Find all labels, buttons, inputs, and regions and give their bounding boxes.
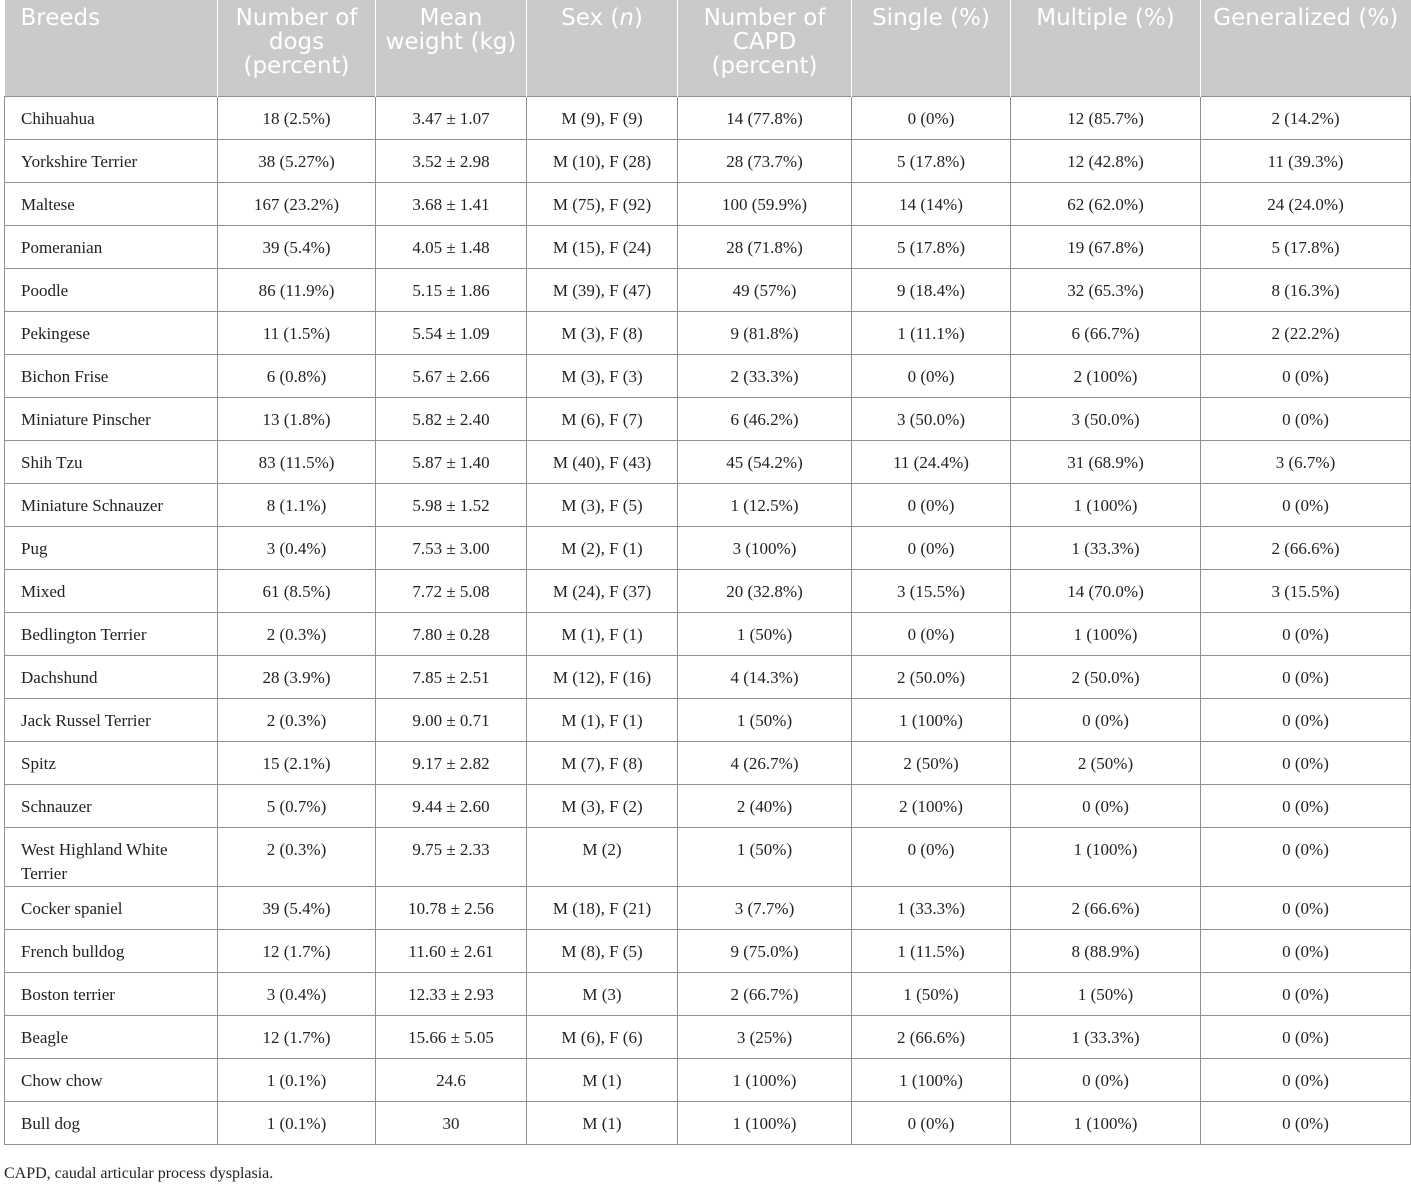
cell-single: 3 (15.5%): [852, 569, 1011, 612]
cell-weight: 15.66 ± 5.05: [376, 1015, 527, 1058]
table-row: [5, 311, 1411, 354]
cell-generalized: 3 (15.5%): [1201, 569, 1411, 612]
table-footnote: CAPD, caudal articular process dysplasia.: [4, 1165, 274, 1182]
cell-breed: Miniature Pinscher: [5, 397, 218, 440]
cell-multiple: 0 (0%): [1011, 784, 1201, 827]
header-number-of-capd: Number of CAPD (percent): [678, 0, 852, 96]
header-breeds: Breeds: [5, 0, 218, 96]
cell-capd: 4 (14.3%): [678, 655, 852, 698]
cell-sex: M (2), F (1): [527, 526, 678, 569]
cell-single: 0 (0%): [852, 354, 1011, 397]
cell-single: 1 (11.5%): [852, 929, 1011, 972]
cell-single: 9 (18.4%): [852, 268, 1011, 311]
cell-single: 1 (50%): [852, 972, 1011, 1015]
cell-breed: Bichon Frise: [5, 354, 218, 397]
cell-single: 2 (50.0%): [852, 655, 1011, 698]
cell-multiple: 1 (33.3%): [1011, 526, 1201, 569]
cell-single: 2 (66.6%): [852, 1015, 1011, 1058]
table-row: [5, 655, 1411, 698]
cell-breed: Poodle: [5, 268, 218, 311]
cell-dogs: 167 (23.2%): [218, 182, 376, 225]
cell-generalized: 3 (6.7%): [1201, 440, 1411, 483]
cell-capd: 14 (77.8%): [678, 96, 852, 139]
cell-weight: 5.15 ± 1.86: [376, 268, 527, 311]
cell-breed: Maltese: [5, 182, 218, 225]
cell-multiple: 31 (68.9%): [1011, 440, 1201, 483]
cell-multiple: 0 (0%): [1011, 698, 1201, 741]
table-row: [5, 483, 1411, 526]
cell-weight: 5.87 ± 1.40: [376, 440, 527, 483]
cell-breed: Spitz: [5, 741, 218, 784]
cell-breed: French bulldog: [5, 929, 218, 972]
cell-single: 1 (100%): [852, 1058, 1011, 1101]
cell-weight: 12.33 ± 2.93: [376, 972, 527, 1015]
cell-capd: 2 (33.3%): [678, 354, 852, 397]
cell-generalized: 11 (39.3%): [1201, 139, 1411, 182]
cell-dogs: 3 (0.4%): [218, 526, 376, 569]
cell-capd: 3 (7.7%): [678, 886, 852, 929]
cell-sex: M (3), F (5): [527, 483, 678, 526]
cell-sex: M (6), F (6): [527, 1015, 678, 1058]
cell-generalized: 0 (0%): [1201, 1015, 1411, 1058]
cell-capd: 28 (71.8%): [678, 225, 852, 268]
cell-sex: M (9), F (9): [527, 96, 678, 139]
cell-single: 0 (0%): [852, 827, 1011, 886]
cell-single: 3 (50.0%): [852, 397, 1011, 440]
cell-breed: Bull dog: [5, 1101, 218, 1144]
header-sex-n: n: [619, 5, 634, 31]
cell-generalized: 24 (24.0%): [1201, 182, 1411, 225]
cell-generalized: 0 (0%): [1201, 1058, 1411, 1101]
cell-breed: Jack Russel Terrier: [5, 698, 218, 741]
header-mean-weight: Mean weight (kg): [376, 0, 527, 96]
cell-generalized: 0 (0%): [1201, 354, 1411, 397]
cell-sex: M (39), F (47): [527, 268, 678, 311]
cell-sex: M (3), F (2): [527, 784, 678, 827]
cell-single: 14 (14%): [852, 182, 1011, 225]
cell-capd: 4 (26.7%): [678, 741, 852, 784]
cell-capd: 28 (73.7%): [678, 139, 852, 182]
cell-breed: Bedlington Terrier: [5, 612, 218, 655]
cell-generalized: 0 (0%): [1201, 929, 1411, 972]
cell-single: 0 (0%): [852, 96, 1011, 139]
cell-dogs: 6 (0.8%): [218, 354, 376, 397]
cell-dogs: 61 (8.5%): [218, 569, 376, 612]
cell-single: 5 (17.8%): [852, 139, 1011, 182]
cell-single: 1 (33.3%): [852, 886, 1011, 929]
cell-breed: Pug: [5, 526, 218, 569]
cell-multiple: 1 (100%): [1011, 612, 1201, 655]
cell-capd: 1 (50%): [678, 698, 852, 741]
cell-dogs: 83 (11.5%): [218, 440, 376, 483]
table-row: [5, 440, 1411, 483]
table-row: [5, 225, 1411, 268]
cell-multiple: 2 (100%): [1011, 354, 1201, 397]
cell-dogs: 13 (1.8%): [218, 397, 376, 440]
table-row: [5, 1058, 1411, 1101]
cell-multiple: 2 (66.6%): [1011, 886, 1201, 929]
cell-weight: 5.98 ± 1.52: [376, 483, 527, 526]
cell-capd: 49 (57%): [678, 268, 852, 311]
cell-dogs: 2 (0.3%): [218, 612, 376, 655]
cell-breed: Yorkshire Terrier: [5, 139, 218, 182]
cell-multiple: 62 (62.0%): [1011, 182, 1201, 225]
cell-generalized: 2 (22.2%): [1201, 311, 1411, 354]
cell-single: 0 (0%): [852, 483, 1011, 526]
table-row: [5, 354, 1411, 397]
cell-generalized: 0 (0%): [1201, 483, 1411, 526]
cell-generalized: 0 (0%): [1201, 397, 1411, 440]
cell-sex: M (10), F (28): [527, 139, 678, 182]
cell-weight: 9.44 ± 2.60: [376, 784, 527, 827]
cell-capd: 6 (46.2%): [678, 397, 852, 440]
cell-weight: 11.60 ± 2.61: [376, 929, 527, 972]
cell-breed: West Highland White Terrier: [5, 827, 218, 886]
cell-multiple: 6 (66.7%): [1011, 311, 1201, 354]
cell-dogs: 2 (0.3%): [218, 698, 376, 741]
cell-generalized: 0 (0%): [1201, 1101, 1411, 1144]
cell-sex: M (15), F (24): [527, 225, 678, 268]
table-row: [5, 1101, 1411, 1144]
table-row: [5, 268, 1411, 311]
cell-generalized: 5 (17.8%): [1201, 225, 1411, 268]
cell-multiple: 8 (88.9%): [1011, 929, 1201, 972]
cell-capd: 1 (100%): [678, 1058, 852, 1101]
cell-weight: 4.05 ± 1.48: [376, 225, 527, 268]
table-row: [5, 569, 1411, 612]
cell-weight: 5.54 ± 1.09: [376, 311, 527, 354]
cell-generalized: 0 (0%): [1201, 784, 1411, 827]
cell-single: 0 (0%): [852, 612, 1011, 655]
cell-multiple: 12 (85.7%): [1011, 96, 1201, 139]
table-row: [5, 612, 1411, 655]
header-single: Single (%): [852, 0, 1011, 96]
table-row: [5, 827, 1411, 886]
cell-capd: 3 (25%): [678, 1015, 852, 1058]
cell-breed: Schnauzer: [5, 784, 218, 827]
cell-capd: 2 (40%): [678, 784, 852, 827]
cell-breed: Mixed: [5, 569, 218, 612]
cell-sex: M (3), F (8): [527, 311, 678, 354]
cell-single: 5 (17.8%): [852, 225, 1011, 268]
cell-multiple: 1 (100%): [1011, 827, 1201, 886]
cell-sex: M (12), F (16): [527, 655, 678, 698]
cell-weight: 9.17 ± 2.82: [376, 741, 527, 784]
cell-multiple: 3 (50.0%): [1011, 397, 1201, 440]
cell-single: 11 (24.4%): [852, 440, 1011, 483]
cell-dogs: 3 (0.4%): [218, 972, 376, 1015]
cell-sex: M (1): [527, 1101, 678, 1144]
cell-dogs: 12 (1.7%): [218, 929, 376, 972]
cell-multiple: 0 (0%): [1011, 1058, 1201, 1101]
cell-weight: 5.82 ± 2.40: [376, 397, 527, 440]
table-row: [5, 929, 1411, 972]
cell-sex: M (1): [527, 1058, 678, 1101]
cell-single: 2 (50%): [852, 741, 1011, 784]
cell-generalized: 0 (0%): [1201, 655, 1411, 698]
table-row: [5, 741, 1411, 784]
cell-capd: 45 (54.2%): [678, 440, 852, 483]
cell-sex: M (3), F (3): [527, 354, 678, 397]
capd-breeds-table: [4, 0, 1411, 1145]
cell-dogs: 1 (0.1%): [218, 1058, 376, 1101]
cell-multiple: 2 (50.0%): [1011, 655, 1201, 698]
cell-sex: M (1), F (1): [527, 612, 678, 655]
table-row: [5, 698, 1411, 741]
cell-generalized: 2 (66.6%): [1201, 526, 1411, 569]
table-row: [5, 397, 1411, 440]
cell-generalized: 0 (0%): [1201, 972, 1411, 1015]
cell-sex: M (7), F (8): [527, 741, 678, 784]
cell-breed: Miniature Schnauzer: [5, 483, 218, 526]
cell-generalized: 2 (14.2%): [1201, 96, 1411, 139]
cell-dogs: 38 (5.27%): [218, 139, 376, 182]
cell-weight: 7.53 ± 3.00: [376, 526, 527, 569]
cell-dogs: 28 (3.9%): [218, 655, 376, 698]
cell-weight: 3.47 ± 1.07: [376, 96, 527, 139]
cell-multiple: 1 (100%): [1011, 483, 1201, 526]
cell-single: 1 (11.1%): [852, 311, 1011, 354]
header-number-of-dogs: Number of dogs (percent): [218, 0, 376, 96]
cell-capd: 3 (100%): [678, 526, 852, 569]
cell-capd: 1 (50%): [678, 827, 852, 886]
cell-capd: 9 (81.8%): [678, 311, 852, 354]
cell-breed: Dachshund: [5, 655, 218, 698]
cell-breed: Pomeranian: [5, 225, 218, 268]
cell-breed: Boston terrier: [5, 972, 218, 1015]
cell-sex: M (3): [527, 972, 678, 1015]
cell-dogs: 2 (0.3%): [218, 827, 376, 886]
cell-multiple: 14 (70.0%): [1011, 569, 1201, 612]
cell-breed: Cocker spaniel: [5, 886, 218, 929]
cell-multiple: 2 (50%): [1011, 741, 1201, 784]
cell-dogs: 1 (0.1%): [218, 1101, 376, 1144]
table-row: [5, 96, 1411, 139]
cell-multiple: 32 (65.3%): [1011, 268, 1201, 311]
cell-capd: 20 (32.8%): [678, 569, 852, 612]
cell-capd: 1 (12.5%): [678, 483, 852, 526]
cell-dogs: 12 (1.7%): [218, 1015, 376, 1058]
table-row: [5, 182, 1411, 225]
cell-sex: M (2): [527, 827, 678, 886]
cell-sex: M (75), F (92): [527, 182, 678, 225]
cell-sex: M (8), F (5): [527, 929, 678, 972]
cell-dogs: 8 (1.1%): [218, 483, 376, 526]
cell-weight: 24.6: [376, 1058, 527, 1101]
cell-weight: 9.75 ± 2.33: [376, 827, 527, 886]
cell-generalized: 8 (16.3%): [1201, 268, 1411, 311]
header-sex-suffix: ): [633, 5, 643, 31]
cell-generalized: 0 (0%): [1201, 698, 1411, 741]
cell-breed: Chow chow: [5, 1058, 218, 1101]
cell-multiple: 1 (50%): [1011, 972, 1201, 1015]
cell-weight: 3.68 ± 1.41: [376, 182, 527, 225]
cell-capd: 1 (50%): [678, 612, 852, 655]
cell-multiple: 1 (33.3%): [1011, 1015, 1201, 1058]
table-row: [5, 526, 1411, 569]
cell-sex: M (1), F (1): [527, 698, 678, 741]
cell-breed: Beagle: [5, 1015, 218, 1058]
header-generalized: Generalized (%): [1201, 0, 1411, 96]
cell-capd: 2 (66.7%): [678, 972, 852, 1015]
cell-multiple: 12 (42.8%): [1011, 139, 1201, 182]
cell-multiple: 1 (100%): [1011, 1101, 1201, 1144]
cell-weight: 9.00 ± 0.71: [376, 698, 527, 741]
cell-capd: 100 (59.9%): [678, 182, 852, 225]
table-row: [5, 784, 1411, 827]
cell-sex: M (6), F (7): [527, 397, 678, 440]
cell-dogs: 15 (2.1%): [218, 741, 376, 784]
cell-weight: 10.78 ± 2.56: [376, 886, 527, 929]
cell-single: 1 (100%): [852, 698, 1011, 741]
cell-single: 0 (0%): [852, 1101, 1011, 1144]
cell-generalized: 0 (0%): [1201, 827, 1411, 886]
cell-capd: 9 (75.0%): [678, 929, 852, 972]
cell-dogs: 39 (5.4%): [218, 225, 376, 268]
cell-generalized: 0 (0%): [1201, 612, 1411, 655]
cell-sex: M (18), F (21): [527, 886, 678, 929]
cell-dogs: 86 (11.9%): [218, 268, 376, 311]
table-row: [5, 1015, 1411, 1058]
cell-single: 0 (0%): [852, 526, 1011, 569]
cell-weight: 3.52 ± 2.98: [376, 139, 527, 182]
cell-dogs: 18 (2.5%): [218, 96, 376, 139]
header-multiple: Multiple (%): [1011, 0, 1201, 96]
cell-sex: M (24), F (37): [527, 569, 678, 612]
cell-generalized: 0 (0%): [1201, 886, 1411, 929]
cell-weight: 7.85 ± 2.51: [376, 655, 527, 698]
header-sex-prefix: Sex (: [561, 5, 620, 31]
header-sex: [527, 0, 678, 96]
cell-single: 2 (100%): [852, 784, 1011, 827]
cell-dogs: 39 (5.4%): [218, 886, 376, 929]
cell-capd: 1 (100%): [678, 1101, 852, 1144]
cell-weight: 30: [376, 1101, 527, 1144]
cell-breed: Chihuahua: [5, 96, 218, 139]
cell-weight: 7.80 ± 0.28: [376, 612, 527, 655]
cell-dogs: 11 (1.5%): [218, 311, 376, 354]
cell-dogs: 5 (0.7%): [218, 784, 376, 827]
table-row: [5, 886, 1411, 929]
header-row: [5, 0, 1411, 96]
cell-breed: Pekingese: [5, 311, 218, 354]
cell-weight: 7.72 ± 5.08: [376, 569, 527, 612]
cell-breed: Shih Tzu: [5, 440, 218, 483]
table-row: [5, 139, 1411, 182]
cell-sex: M (40), F (43): [527, 440, 678, 483]
cell-weight: 5.67 ± 2.66: [376, 354, 527, 397]
cell-generalized: 0 (0%): [1201, 741, 1411, 784]
table-row: [5, 972, 1411, 1015]
cell-multiple: 19 (67.8%): [1011, 225, 1201, 268]
